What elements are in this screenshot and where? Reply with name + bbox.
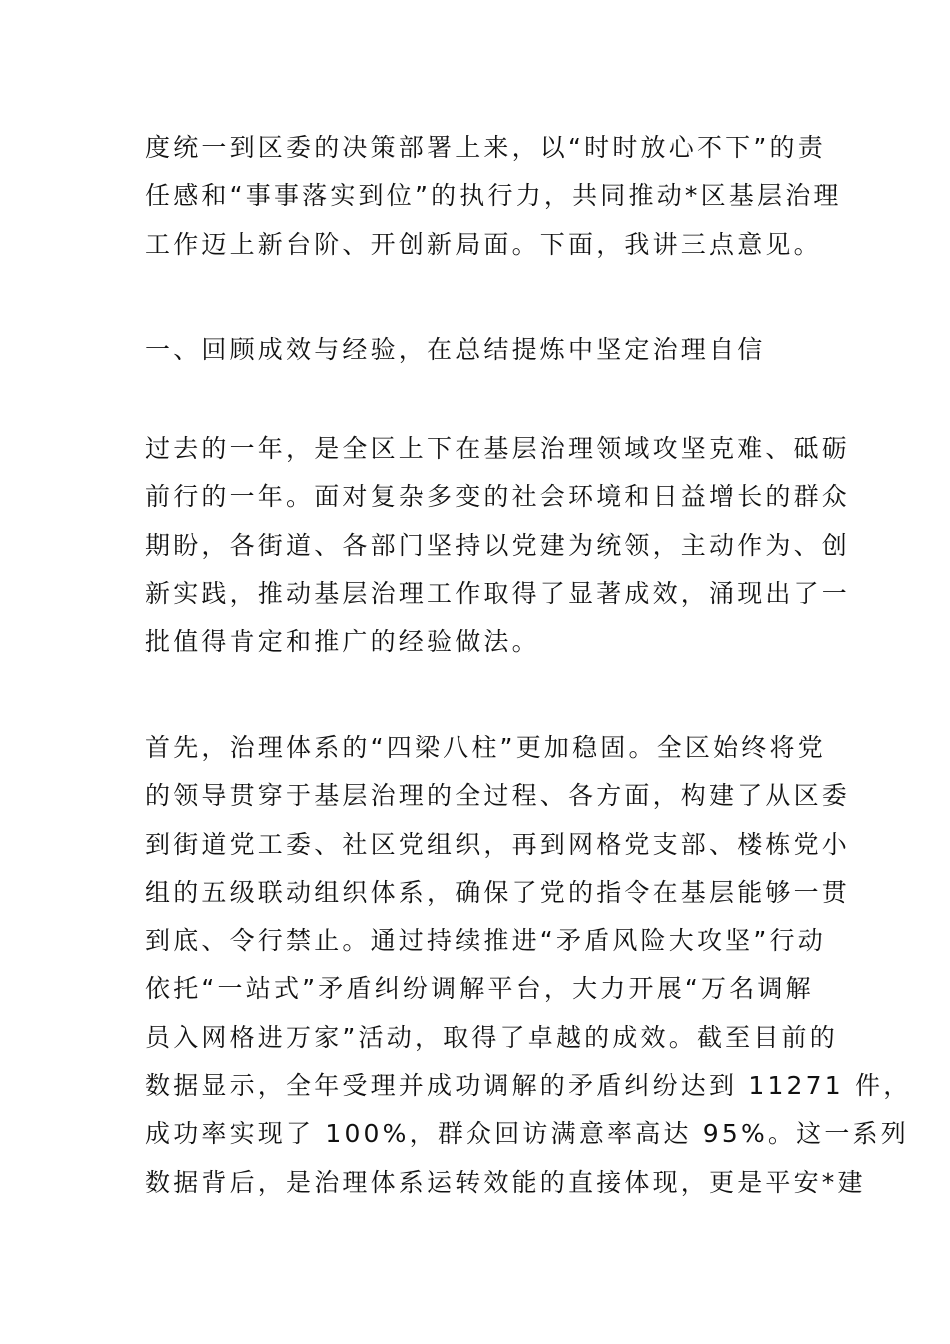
heading-line: 一、回顾成效与经验，在总结提炼中坚定治理自信: [145, 335, 766, 364]
text-line: 数据背后，是治理体系运转效能的直接体现，更是平安*建: [145, 1167, 866, 1197]
text-line: 前行的一年。面对复杂多变的社会环境和日益增长的群众: [145, 482, 851, 512]
text-line: 依托“一站式”矛盾纠纷调解平台，大力开展“万名调解: [145, 974, 814, 1004]
text-line: 首先，治理体系的“四梁八柱”更加稳固。全区始终将党: [145, 733, 826, 762]
text-line: 数据显示，全年受理并成功调解的矛盾纠纷达到 11271 件，: [145, 1071, 912, 1101]
text-line: 组的五级联动组织体系，确保了党的指令在基层能够一贯: [145, 877, 851, 907]
section-heading: [145, 326, 807, 374]
text-line: 成功率实现了 100%，群众回访满意率高达 95%。这一系列: [145, 1119, 909, 1149]
text-line: 到街道党工委、社区党组织，再到网格党支部、楼栋党小: [145, 829, 851, 859]
text-line: 任感和“事事落实到位”的执行力，共同推动*区基层治理: [145, 181, 842, 211]
text-line: 新实践，推动基层治理工作取得了显著成效，涌现出了一: [145, 578, 851, 608]
text-line: 批值得肯定和推广的经验做法。: [145, 627, 540, 657]
text-line: 过去的一年，是全区上下在基层治理领域攻坚克难、砥砺: [145, 434, 851, 463]
paragraph-review: [145, 425, 851, 666]
text-line: 到底、令行禁止。通过持续推进“矛盾风险大攻坚”行动: [145, 926, 826, 956]
text-line: 度统一到区委的决策部署上来，以“时时放心不下”的责: [145, 133, 826, 162]
text-line: 员入网格进万家”活动，取得了卓越的成效。截至目前的: [145, 1022, 838, 1052]
text-line: 期盼，各街道、各部门坚持以党建为统领，主动作为、创: [145, 530, 851, 560]
text-line: 工作迈上新台阶、开创新局面。下面，我讲三点意见。: [145, 229, 822, 259]
paragraph-intro-end: [145, 124, 842, 269]
text-line: 的领导贯穿于基层治理的全过程、各方面，构建了从区委: [145, 781, 851, 811]
paragraph-first: [145, 724, 912, 1207]
